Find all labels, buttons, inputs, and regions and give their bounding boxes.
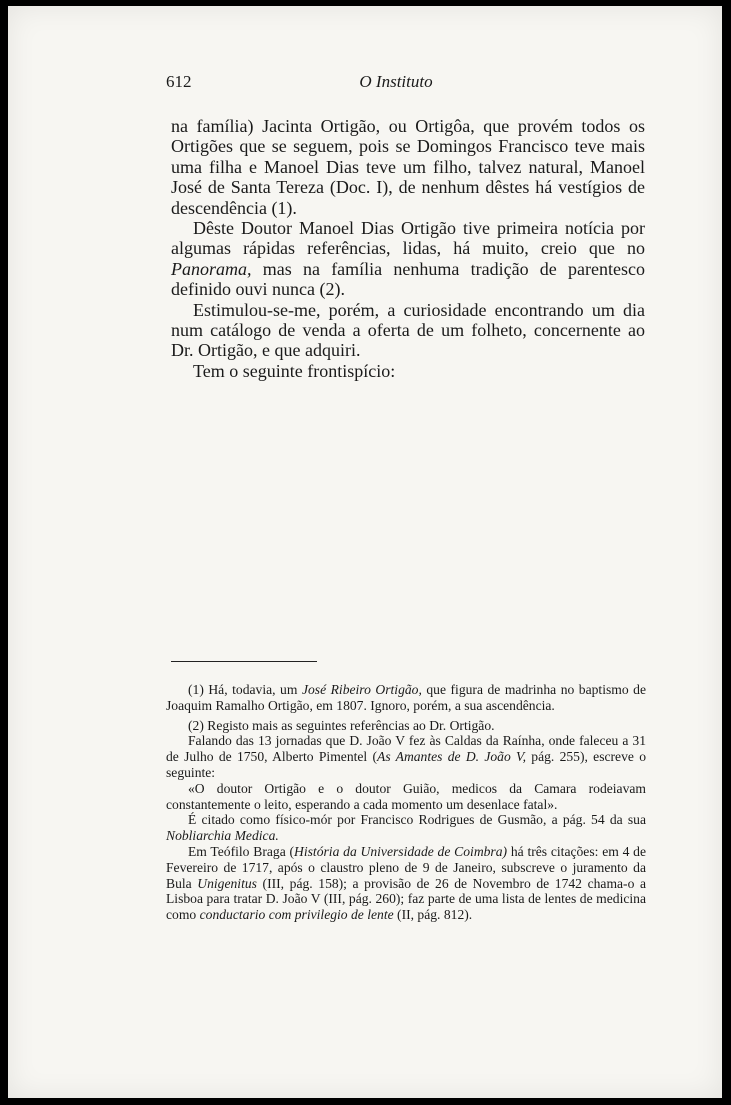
- book-page: [8, 6, 722, 1098]
- footnote-1: [166, 682, 646, 714]
- footnote-2-p4-italic-2: Unigenitus: [197, 875, 257, 891]
- footnote-2-p1-text-b: pág. 255), escreve o seguinte:: [166, 749, 647, 780]
- footnote-2-p4-text-b: há três citações: em 4 de Fevereiro de 1717, após o claustro pleno de 9 de Janeiro, subscreve o juramento da Bula: [166, 843, 647, 891]
- paragraph-4: Tem o seguinte frontispício:: [193, 360, 396, 381]
- footnote-1-italic: José Ribeiro Ortigão,: [301, 682, 422, 697]
- paragraph-1: na família) Jacinta Ortigão, ou Ortigôa, que provém todos os Ortigões que se seguem, pois se Domingos Francisco teve mais uma filha e Manoel Dias teve um filho, talvez natural, Manoel José de Santa Tereza (Doc. I), de nenhum dêstes há vestígios de descendência (1).: [171, 116, 645, 218]
- footnote-2-p3-text: É citado como físico-mór por Francisco Rodrigues de Gusmão, a pág. 54 da sua: [188, 812, 646, 828]
- footnote-2-p1-italic: As Amantes de D. João V,: [377, 749, 526, 765]
- footnote-2-p4-italic-1: História da Universidade de Coimbra): [294, 843, 508, 859]
- footnote-separator: [171, 661, 317, 662]
- footnote-2-paragraph-1: [166, 733, 646, 780]
- footnote-2-p4-italic-3: conductario com privilegio de lente: [199, 907, 394, 923]
- panorama-title: Panorama,: [171, 258, 252, 279]
- footnote-2-paragraph-3: [166, 812, 646, 844]
- page-header: [166, 72, 626, 96]
- footnote-1-text-a: (1) Há, todavia, um: [188, 682, 302, 697]
- page-number: 612: [166, 72, 192, 91]
- footnote-2-quote: «O doutor Ortigão e o doutor Guião, medicos da Camara rodeiavam constantemente o leito, esperando a cada momento um desenlace fatal».: [166, 780, 646, 812]
- paragraph-2: [171, 218, 645, 300]
- footnote-2-p1-text-a: Falando das 13 jornadas que D. João V fez às Caldas da Raínha, onde faleceu a 31 de Julho de 1750, Alberto Pimentel (: [166, 733, 646, 765]
- footnote-2-p4-text-c: (III, pág. 158); a provisão de 26 de Novembro de 1742 chama-o a Lisboa para tratar D. João V (III, pág. 260); faz parte de uma lista de lentes de medicina como: [166, 875, 646, 923]
- footnote-2-p3-italic: Nobliarchia Medica.: [166, 828, 279, 844]
- footnote-2: (2) Registo mais as seguintes referências ao Dr. Ortigão.: [188, 717, 495, 733]
- paragraph-2-text-b: mas na família nenhuma tradição de parentesco definido ouvi nunca (2).: [171, 258, 645, 300]
- footnote-2-p4-text-d: (II, pág. 812).: [393, 907, 473, 923]
- footnotes: [166, 682, 646, 923]
- footnote-1-text-b: que figura de madrinha no baptismo de Joaquim Ramalho Ortigão, em 1807. Ignoro, porém, a sua ascendência.: [166, 682, 646, 713]
- footnote-2-p4-text-a: Em Teófilo Braga (: [188, 843, 295, 859]
- running-title: O Instituto: [359, 72, 433, 91]
- paragraph-3: Estimulou-se-me, porém, a curiosidade encontrando um dia num catálogo de venda a oferta de um folheto, concernente ao Dr. Ortigão, e que adquiri.: [171, 299, 645, 361]
- footnote-2-paragraph-4: [166, 844, 646, 923]
- main-text: [171, 116, 645, 381]
- paragraph-2-text-a: Dêste Doutor Manoel Dias Ortigão tive primeira notícia por algumas rápidas referências, lidas, há muito, creio que no: [171, 218, 645, 259]
